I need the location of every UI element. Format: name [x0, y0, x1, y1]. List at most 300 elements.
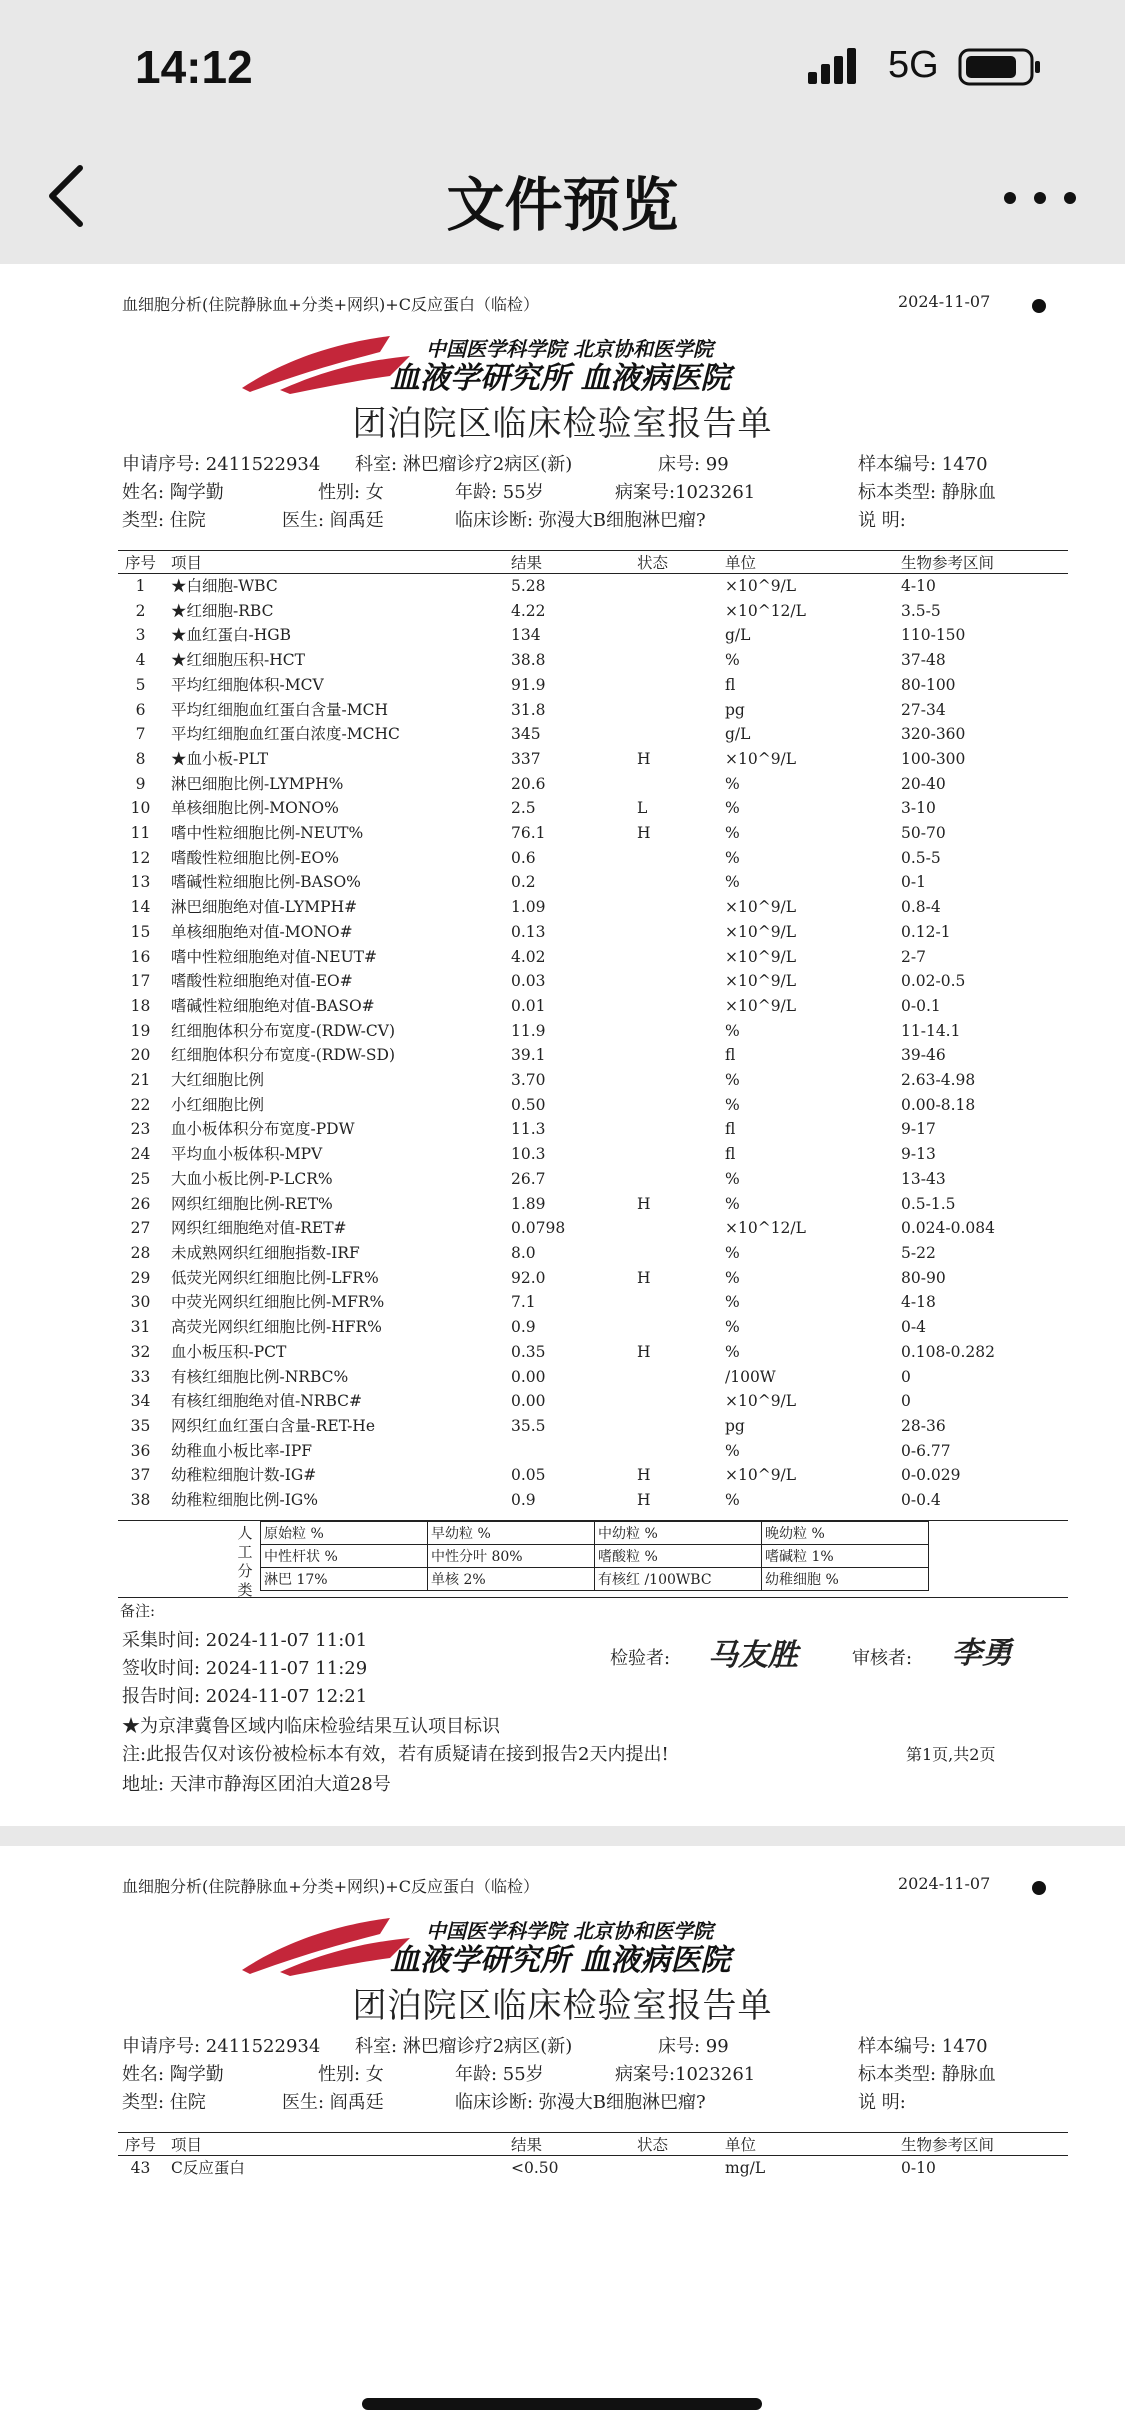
- table-row: [118, 796, 1068, 821]
- row-item: 网织红细胞比例-RET%: [171, 1194, 333, 1213]
- row-result: 4.02: [511, 947, 546, 966]
- row-unit: %: [725, 873, 740, 892]
- row-status: H: [637, 1268, 651, 1287]
- table-row: [118, 1340, 1068, 1365]
- row-reference: 0-0.4: [901, 1491, 941, 1510]
- row-result: 11.9: [511, 1021, 546, 1040]
- diff-cell: 嗜碱粒 1%: [762, 1545, 929, 1568]
- col-reference: 生物参考区间: [901, 2133, 1068, 2156]
- row-unit: %: [725, 1491, 740, 1510]
- table-row: [118, 895, 1068, 920]
- row-item: 平均血小板体积-MPV: [171, 1145, 323, 1164]
- row-item: 淋巴细胞比例-LYMPH%: [171, 774, 344, 793]
- row-status: [637, 1414, 725, 1439]
- row-seq: 25: [130, 1169, 151, 1188]
- table-row: [118, 623, 1068, 648]
- row-item: C反应蛋白: [171, 2159, 245, 2177]
- row-result: 134: [511, 626, 541, 645]
- col-result: 结果: [511, 551, 637, 574]
- row-seq: 33: [130, 1367, 151, 1386]
- table-row: [118, 599, 1068, 624]
- case-no: 病案号:1023261: [615, 482, 756, 503]
- row-status: [637, 623, 725, 648]
- doctor: 医生: 阎禹廷: [282, 510, 384, 531]
- report-time: 报告时间: 2024-11-07 12:21: [122, 1686, 368, 1707]
- manual-diff-table: [232, 1521, 929, 1591]
- row-status: H: [637, 1466, 651, 1485]
- row-item: 嗜酸性粒细胞绝对值-EO#: [171, 972, 353, 991]
- row-seq: 35: [130, 1416, 151, 1435]
- row-reference: 2-7: [901, 947, 926, 966]
- row-result: 91.9: [511, 675, 546, 694]
- row-unit: ×10^12/L: [725, 601, 806, 620]
- row-unit: g/L: [725, 725, 751, 744]
- reviewer-signature: 李勇: [952, 1636, 1012, 1671]
- row-reference: 2.63-4.98: [901, 1071, 976, 1090]
- row-reference: 3-10: [901, 799, 936, 818]
- table-row: [118, 1192, 1068, 1217]
- logo-line1: 中国医学科学院 北京协和医学院: [426, 337, 713, 361]
- row-result: 1.89: [511, 1194, 546, 1213]
- table-row: [118, 722, 1068, 747]
- row-unit: %: [725, 1342, 740, 1361]
- row-seq: 20: [130, 1046, 151, 1065]
- results-table: [118, 2132, 1068, 2181]
- row-unit: %: [725, 651, 740, 670]
- row-item: 平均红细胞血红蛋白含量-MCH: [171, 700, 388, 719]
- diff-cell: 淋巴 17%: [261, 1568, 428, 1591]
- row-status: H: [637, 749, 651, 768]
- diff-cell: 幼稚细胞 %: [762, 1568, 929, 1591]
- table-row: [118, 772, 1068, 797]
- row-result: 1.09: [511, 898, 546, 917]
- row-item: 低荧光网织红细胞比例-LFR%: [171, 1268, 379, 1287]
- row-unit: %: [725, 1021, 740, 1040]
- row-unit: g/L: [725, 626, 751, 645]
- diff-cell: 早幼粒 %: [428, 1522, 595, 1545]
- row-seq: 5: [135, 675, 146, 694]
- diff-cell: 原始粒 %: [261, 1522, 428, 1545]
- row-unit: ×10^12/L: [725, 1219, 806, 1238]
- row-result: 39.1: [511, 1046, 546, 1065]
- patient-gender: 性别: 女: [318, 2064, 384, 2085]
- table-row: [118, 846, 1068, 871]
- row-status: [637, 1315, 725, 1340]
- row-result: 0.01: [511, 996, 546, 1015]
- status-bar: [0, 0, 1125, 130]
- row-seq: 9: [135, 774, 146, 793]
- row-unit: %: [725, 1268, 740, 1287]
- col-unit: 单位: [725, 551, 901, 574]
- row-item: 大红细胞比例: [171, 1071, 265, 1090]
- row-reference: 50-70: [901, 824, 946, 843]
- row-item: 幼稚粒细胞比例-IG%: [171, 1491, 318, 1510]
- row-status: [637, 1068, 725, 1093]
- table-row: [118, 1389, 1068, 1414]
- row-result: 3.70: [511, 1071, 546, 1090]
- results-header-row: [118, 2133, 1068, 2156]
- report-title: 团泊院区临床检验室报告单: [352, 404, 773, 444]
- case-no: 病案号:1023261: [615, 2064, 756, 2085]
- table-row: [118, 1439, 1068, 1464]
- row-status: [637, 1167, 725, 1192]
- row-result: 0.6: [511, 848, 536, 867]
- table-row: [118, 870, 1068, 895]
- report-date: 2024-11-07: [898, 1874, 991, 1893]
- row-reference: 3.5-5: [901, 601, 941, 620]
- row-result: 345: [511, 725, 541, 744]
- row-reference: 0.5-1.5: [901, 1194, 956, 1213]
- row-status: [637, 574, 725, 599]
- table-row: [118, 2156, 1068, 2181]
- col-seq: 序号: [118, 2133, 163, 2156]
- row-seq: 22: [130, 1095, 151, 1114]
- note-label: 说 明:: [858, 2092, 906, 2113]
- row-reference: 13-43: [901, 1169, 946, 1188]
- row-item: 红细胞体积分布宽度-(RDW-SD): [171, 1046, 396, 1065]
- row-seq: 1: [135, 577, 146, 595]
- row-reference: 0-0.029: [901, 1466, 961, 1485]
- table-row: [118, 1315, 1068, 1340]
- row-reference: 0.00-8.18: [901, 1095, 976, 1114]
- table-row: [118, 698, 1068, 723]
- row-unit: ×10^9/L: [725, 898, 797, 917]
- row-seq: 17: [130, 972, 151, 991]
- row-reference: 9-17: [901, 1120, 936, 1139]
- page-dot-icon: [1032, 1881, 1046, 1895]
- row-reference: 11-14.1: [901, 1021, 961, 1040]
- row-result: 0.50: [511, 1095, 546, 1114]
- row-unit: fl: [725, 675, 736, 694]
- row-seq: 34: [130, 1392, 151, 1411]
- row-status: [637, 599, 725, 624]
- row-result: 0.35: [511, 1342, 546, 1361]
- row-reference: 0.12-1: [901, 922, 951, 941]
- hospital-logo: [240, 330, 780, 394]
- row-reference: 80-90: [901, 1268, 946, 1287]
- table-row: [118, 1068, 1068, 1093]
- diff-cell: 单核 2%: [428, 1568, 595, 1591]
- row-status: [637, 673, 725, 698]
- nav-bar: [0, 130, 1125, 260]
- row-item: 嗜碱性粒细胞比例-BASO%: [171, 873, 361, 892]
- row-result: 31.8: [511, 700, 546, 719]
- row-item: 平均红细胞血红蛋白浓度-MCHC: [171, 725, 400, 744]
- sample-no: 样本编号: 1470: [858, 2036, 988, 2057]
- row-reference: 110-150: [901, 626, 966, 645]
- row-item: 单核细胞绝对值-MONO#: [171, 922, 353, 941]
- row-result: 0.03: [511, 972, 546, 991]
- row-status: [637, 870, 725, 895]
- logo-line2: 血液学研究所 血液病医院: [390, 361, 731, 394]
- row-unit: fl: [725, 1046, 736, 1065]
- row-status: H: [637, 1194, 651, 1213]
- row-item: ★白细胞-WBC: [171, 577, 278, 595]
- row-unit: %: [725, 1243, 740, 1262]
- table-row: [118, 1266, 1068, 1291]
- row-result: 2.5: [511, 799, 536, 818]
- row-item: 有核红细胞比例-NRBC%: [171, 1367, 349, 1386]
- row-unit: ×10^9/L: [725, 996, 797, 1015]
- row-status: [637, 1439, 725, 1464]
- diff-cell: 嗜酸粒 %: [595, 1545, 762, 1568]
- row-status: L: [637, 799, 648, 818]
- table-row: [118, 1043, 1068, 1068]
- table-row: [118, 574, 1068, 599]
- col-status: 状态: [637, 551, 725, 574]
- row-seq: 8: [135, 749, 146, 768]
- row-seq: 24: [130, 1145, 151, 1164]
- table-row: [118, 1488, 1068, 1513]
- note-label: 说 明:: [858, 510, 906, 531]
- table-row: [118, 1216, 1068, 1241]
- diff-cell: 晚幼粒 %: [762, 1522, 929, 1545]
- manual-diff-label: 人工分类: [237, 1524, 253, 1599]
- row-item: 淋巴细胞绝对值-LYMPH#: [171, 898, 358, 917]
- row-reference: 5-22: [901, 1243, 936, 1262]
- row-result: 35.5: [511, 1416, 546, 1435]
- row-result: 0.9: [511, 1318, 536, 1337]
- row-status: [637, 1389, 725, 1414]
- row-status: [637, 945, 725, 970]
- row-reference: 4-18: [901, 1293, 936, 1312]
- col-item: 项目: [163, 551, 511, 574]
- table-row: [118, 1117, 1068, 1142]
- row-unit: %: [725, 1071, 740, 1090]
- remark-label: 备注:: [120, 1602, 156, 1620]
- row-reference: 37-48: [901, 651, 946, 670]
- row-item: 嗜碱性粒细胞绝对值-BASO#: [171, 996, 375, 1015]
- row-reference: 0.02-0.5: [901, 972, 966, 991]
- row-reference: 27-34: [901, 700, 946, 719]
- row-result: 38.8: [511, 651, 546, 670]
- col-result: 结果: [511, 2133, 637, 2156]
- diff-label-cell: [232, 1522, 261, 1545]
- row-result: 337: [511, 749, 541, 768]
- star-note: ★为京津冀鲁区域内临床检验结果互认项目标识: [122, 1716, 500, 1737]
- test-name: 血细胞分析(住院静脉血+分类+网织)+C反应蛋白（临检）: [122, 295, 539, 314]
- row-item: ★红细胞压积-HCT: [171, 651, 305, 670]
- row-item: 幼稚血小板比率-IPF: [171, 1441, 313, 1460]
- report-page-2[interactable]: [0, 1846, 1125, 2436]
- row-item: ★血红蛋白-HGB: [171, 626, 292, 645]
- row-result: 7.1: [511, 1293, 536, 1312]
- row-item: 嗜酸性粒细胞比例-EO%: [171, 848, 339, 867]
- row-result: 26.7: [511, 1169, 546, 1188]
- row-seq: 31: [130, 1318, 151, 1337]
- apply-no: 申请序号: 2411522934: [122, 2036, 321, 2057]
- diagnosis: 临床诊断: 弥漫大B细胞淋巴瘤?: [455, 510, 706, 531]
- row-reference: 0: [901, 1367, 911, 1386]
- row-reference: 100-300: [901, 749, 966, 768]
- test-name: 血细胞分析(住院静脉血+分类+网织)+C反应蛋白（临检）: [122, 1877, 539, 1896]
- patient-age: 年龄: 55岁: [455, 2064, 544, 2085]
- row-status: [637, 846, 725, 871]
- table-row: [118, 1414, 1068, 1439]
- doctor: 医生: 阎禹廷: [282, 2092, 384, 2113]
- report-title: 团泊院区临床检验室报告单: [352, 1986, 773, 2026]
- row-seq: 14: [130, 898, 151, 917]
- row-reference: 80-100: [901, 675, 956, 694]
- row-result: 5.28: [511, 577, 546, 595]
- row-reference: 0.108-0.282: [901, 1342, 995, 1361]
- row-status: [637, 772, 725, 797]
- row-seq: 10: [130, 799, 151, 818]
- row-unit: ×10^9/L: [725, 577, 797, 595]
- row-result: 4.22: [511, 601, 546, 620]
- row-reference: 0-4: [901, 1318, 926, 1337]
- row-seq: 12: [130, 848, 151, 867]
- diff-cell: 中性杆状 %: [261, 1545, 428, 1568]
- row-status: [637, 994, 725, 1019]
- table-row: [118, 945, 1068, 970]
- row-unit: pg: [725, 1416, 745, 1435]
- row-seq: 26: [130, 1194, 151, 1213]
- row-unit: %: [725, 1441, 740, 1460]
- row-item: 网织红细胞绝对值-RET#: [171, 1219, 347, 1238]
- row-unit: fl: [725, 1145, 736, 1164]
- row-reference: 0-1: [901, 873, 926, 892]
- row-seq: 11: [130, 824, 151, 843]
- row-status: [637, 1093, 725, 1118]
- row-reference: 0: [901, 1392, 911, 1411]
- col-seq: 序号: [118, 551, 163, 574]
- patient-name: 姓名: 陶学勤: [122, 2064, 224, 2085]
- row-seq: 19: [130, 1021, 151, 1040]
- row-unit: /100W: [725, 1367, 776, 1386]
- bed-no: 床号: 99: [658, 454, 729, 475]
- row-unit: %: [725, 1293, 740, 1312]
- row-seq: 29: [130, 1268, 151, 1287]
- row-status: [637, 1142, 725, 1167]
- row-seq: 7: [135, 725, 146, 744]
- row-result: 11.3: [511, 1120, 546, 1139]
- row-status: [637, 969, 725, 994]
- diff-cell: 有核红 /100WBC: [595, 1568, 762, 1591]
- row-status: [637, 722, 725, 747]
- specimen-type: 标本类型: 静脉血: [858, 482, 996, 503]
- row-status: [637, 1043, 725, 1068]
- row-status: [637, 1117, 725, 1142]
- row-seq: 15: [130, 922, 151, 941]
- row-result: <0.50: [511, 2159, 559, 2177]
- row-item: 小红细胞比例: [171, 1095, 265, 1114]
- row-item: 红细胞体积分布宽度-(RDW-CV): [171, 1021, 396, 1040]
- table-row: [118, 1093, 1068, 1118]
- row-result: 92.0: [511, 1268, 546, 1287]
- diff-bottom-rule: [118, 1597, 1068, 1598]
- row-seq: 2: [135, 601, 146, 620]
- row-item: 高荧光网织红细胞比例-HFR%: [171, 1318, 382, 1337]
- table-row: [118, 969, 1068, 994]
- row-item: 嗜中性粒细胞比例-NEUT%: [171, 824, 364, 843]
- collect-time: 采集时间: 2024-11-07 11:01: [122, 1630, 368, 1651]
- diagnosis: 临床诊断: 弥漫大B细胞淋巴瘤?: [455, 2092, 706, 2113]
- table-row: [118, 648, 1068, 673]
- diff-row: [232, 1522, 929, 1545]
- table-row: [118, 673, 1068, 698]
- specimen-type: 标本类型: 静脉血: [858, 2064, 996, 2085]
- row-unit: mg/L: [725, 2159, 766, 2177]
- report-page-1[interactable]: [0, 264, 1125, 1826]
- row-reference: 320-360: [901, 725, 966, 744]
- row-result: 0.0798: [511, 1219, 566, 1238]
- col-status: 状态: [637, 2133, 725, 2156]
- row-status: [637, 1019, 725, 1044]
- row-seq: 38: [130, 1491, 151, 1510]
- row-unit: pg: [725, 700, 745, 719]
- row-seq: 6: [135, 700, 146, 719]
- row-unit: %: [725, 1318, 740, 1337]
- row-unit: ×10^9/L: [725, 972, 797, 991]
- apply-no: 申请序号: 2411522934: [122, 454, 321, 475]
- row-result: 0.05: [511, 1466, 546, 1485]
- table-row: [118, 1142, 1068, 1167]
- row-reference: 4-10: [901, 577, 936, 595]
- row-item: 网织红血红蛋白含量-RET-He: [171, 1416, 375, 1435]
- report-date: 2024-11-07: [898, 292, 991, 311]
- row-result: 0.9: [511, 1491, 536, 1510]
- row-item: 血小板压积-PCT: [171, 1342, 287, 1361]
- row-unit: ×10^9/L: [725, 1466, 797, 1485]
- row-item: 单核细胞比例-MONO%: [171, 799, 339, 818]
- inspector-label: 检验者:: [610, 1648, 671, 1669]
- table-row: [118, 747, 1068, 772]
- row-item: 嗜中性粒细胞绝对值-NEUT#: [171, 947, 378, 966]
- table-row: [118, 1241, 1068, 1266]
- row-status: [637, 1365, 725, 1390]
- validity-note: 注:此报告仅对该份被检标本有效，若有质疑请在接到报告2天内提出!: [122, 1744, 669, 1765]
- status-time: 14:12: [135, 41, 253, 93]
- table-row: [118, 1365, 1068, 1390]
- row-unit: %: [725, 1095, 740, 1114]
- row-status: H: [637, 1491, 651, 1510]
- row-result: 0.00: [511, 1392, 546, 1411]
- row-item: 大血小板比例-P-LCR%: [171, 1169, 333, 1188]
- row-seq: 32: [130, 1342, 151, 1361]
- row-unit: ×10^9/L: [725, 922, 797, 941]
- row-unit: %: [725, 824, 740, 843]
- row-reference: 28-36: [901, 1416, 946, 1435]
- address: 地址: 天津市静海区团泊大道28号: [122, 1774, 391, 1795]
- row-item: 有核红细胞绝对值-NRBC#: [171, 1392, 362, 1411]
- row-status: [637, 698, 725, 723]
- row-unit: %: [725, 1194, 740, 1213]
- home-indicator[interactable]: [362, 2398, 762, 2410]
- hospital-logo: [240, 1912, 780, 1976]
- col-reference: 生物参考区间: [901, 551, 1068, 574]
- col-item: 项目: [163, 2133, 511, 2156]
- table-row: [118, 1167, 1068, 1192]
- diff-cell: 中性分叶 80%: [428, 1545, 595, 1568]
- patient-gender: 性别: 女: [318, 482, 384, 503]
- row-unit: %: [725, 848, 740, 867]
- row-item: 血小板体积分布宽度-PDW: [171, 1120, 355, 1139]
- table-row: [118, 920, 1068, 945]
- row-status: [637, 2156, 725, 2181]
- inspector-signature: 马友胜: [708, 1638, 798, 1673]
- dept: 科室: 淋巴瘤诊疗2病区(新): [355, 454, 573, 475]
- dept: 科室: 淋巴瘤诊疗2病区(新): [355, 2036, 573, 2057]
- page-number: 第1页,共2页: [906, 1745, 996, 1764]
- row-item: ★血小板-PLT: [171, 749, 269, 768]
- row-seq: 23: [130, 1120, 151, 1139]
- row-item: 平均红细胞体积-MCV: [171, 675, 324, 694]
- row-unit: %: [725, 1169, 740, 1188]
- row-reference: 39-46: [901, 1046, 946, 1065]
- more-icon[interactable]: [1000, 170, 1080, 220]
- patient-age: 年龄: 55岁: [455, 482, 544, 503]
